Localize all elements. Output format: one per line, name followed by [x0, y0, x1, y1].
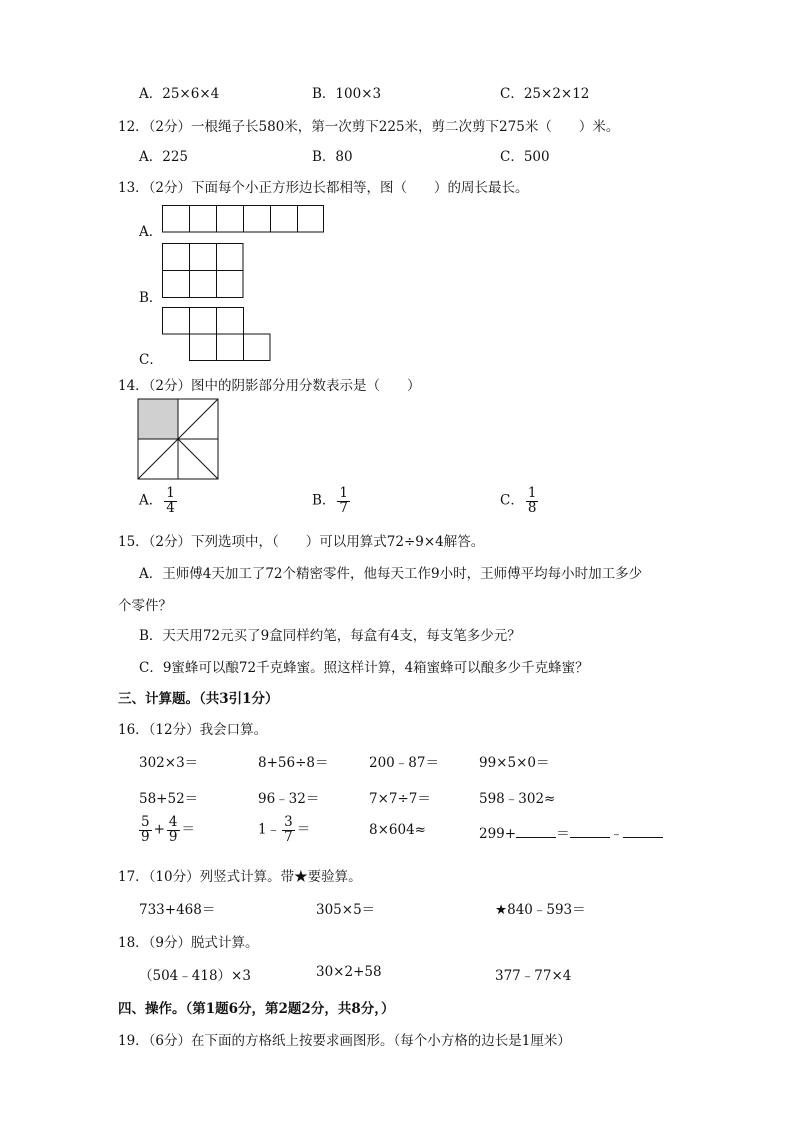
- q15-option-c: C．9蜜蜂可以酿72千克蜂蜜。照这样计算，4箱蜜蜂可以酿多少千克蜂蜜？: [139, 660, 589, 676]
- q15-stem: 15．（2分）下列选项中，（ ）可以用算式72÷9×4解答。: [118, 534, 485, 550]
- section-3-heading: 三、计算题。（共3引1分）: [118, 691, 279, 707]
- q18-item-3: 377﹣77×4: [495, 968, 572, 984]
- q16-r1-c4: 99×5×0＝: [479, 755, 550, 771]
- q16-r3-c4: 299+ ＝ ﹣: [479, 822, 663, 842]
- q16-r1-c3: 200﹣87＝: [369, 755, 439, 771]
- q16-r1-c2: 8+56÷8＝: [258, 755, 329, 771]
- q14-option-c: C． $\frac{1}{8}$: [500, 485, 537, 516]
- q13-label-a: A．: [139, 224, 163, 240]
- q18-item-2: 30×2+58: [316, 964, 382, 980]
- q11-option-a: A．25×6×4: [139, 86, 220, 102]
- q16-r2-c1: 58+52＝: [139, 791, 199, 807]
- q16-r3-c3: 8×604≈: [369, 822, 426, 838]
- q14-stem: 14．（2分）图中的阴影部分用分数表示是（ ）: [118, 378, 421, 394]
- q13-figure-c: [160, 305, 272, 363]
- q17-stem: 17．（10分）列竖式计算。带★要验算。: [118, 869, 362, 885]
- q14-option-a: A． $\frac{1}{4}$: [139, 485, 175, 516]
- q11-option-c: C．25×2×12: [500, 86, 590, 102]
- q15-option-b: B．天天用72元买了9盒同样约笔，每盒有4支，每支笔多少元？: [139, 628, 521, 644]
- q17-item-2: 305×5＝: [316, 902, 376, 918]
- q14-option-b: B． $\frac{1}{7}$: [312, 485, 349, 516]
- q13-label-c: C．: [139, 352, 163, 368]
- q12-option-a: A．225: [139, 149, 189, 165]
- q15-option-a-line2: 个零件？: [118, 598, 172, 614]
- q13-figure-b: [160, 241, 246, 300]
- q16-stem: 16．（12分）我会口算。: [118, 722, 268, 738]
- q17-item-3: ★840﹣593＝: [495, 902, 586, 918]
- q17-item-1: 733+468＝: [139, 902, 216, 918]
- answer-blank-2[interactable]: [570, 825, 610, 838]
- q13-figure-a: [160, 203, 326, 233]
- q13-label-b: B．: [139, 290, 163, 306]
- answer-blank-3[interactable]: [623, 825, 663, 838]
- q12-stem: 12．（2分）一根绳子长580米，第一次剪下225米，剪二次剪下275米（ ）米。: [118, 119, 620, 135]
- answer-blank-1[interactable]: [516, 825, 556, 838]
- q18-item-1: （504﹣418）×3: [139, 968, 251, 984]
- q16-r2-c3: 7×7÷7＝: [369, 791, 431, 807]
- q16-r3-c1: $\frac{5}{9}$ + $\frac{4}{9}$ ＝: [141, 814, 195, 845]
- q16-r2-c4: 598﹣302≈: [479, 791, 556, 807]
- q12-option-b: B．80: [312, 149, 353, 165]
- q16-r3-c2: 1﹣ $\frac{3}{7}$ ＝: [258, 814, 311, 845]
- q14-figure: [136, 397, 220, 481]
- q18-stem: 18．（9分）脱式计算。: [118, 935, 259, 951]
- q11-option-b: B．100×3: [312, 86, 382, 102]
- q13-stem: 13．（2分）下面每个小正方形边长都相等，图（ ）的周长最长。: [118, 180, 529, 196]
- q16-r1-c1: 302×3＝: [139, 755, 199, 771]
- q19-stem: 19．（6分）在下面的方格纸上按要求画图形。（每个小方格的边长是1厘米）: [118, 1033, 571, 1049]
- section-4-heading: 四、操作。（第1题6分，第2题2分，共8分，）: [118, 1001, 395, 1017]
- q16-r2-c2: 96﹣32＝: [258, 791, 320, 807]
- q12-option-c: C．500: [500, 149, 550, 165]
- q15-option-a-line1: A．王师傅4天加工了72个精密零件，他每天工作9小时，王师傅平均每小时加工多少: [139, 566, 643, 582]
